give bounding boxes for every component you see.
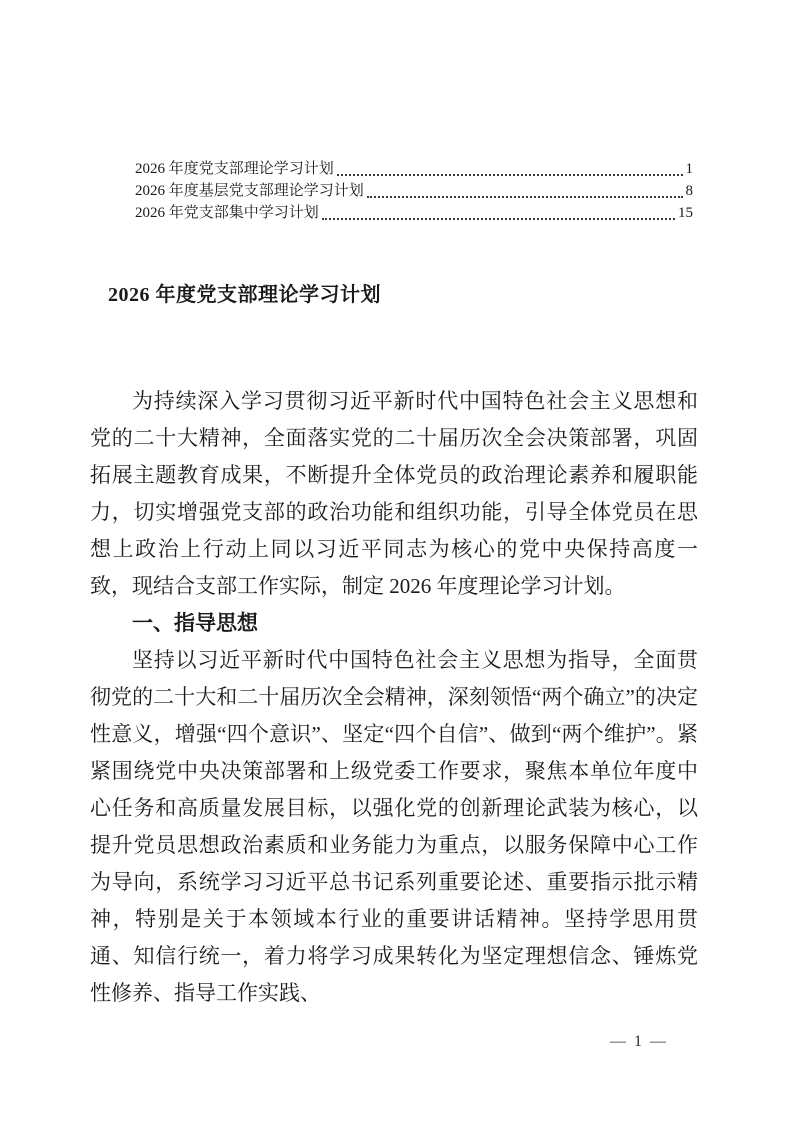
toc-entry-page: 1 [685,161,693,177]
page-number: — 1 — [610,1033,668,1050]
toc-entry[interactable] [135,158,693,180]
table-of-contents [135,158,693,224]
toc-entry[interactable] [135,202,693,224]
section1-paragraph: 坚持以习近平新时代中国特色社会主义思想为指导，全面贯彻党的二十大和二十届历次全会精神，深刻领悟“两个确立”的决定性意义，增强“四个意识”、坚定“四个自信”、做到“两个维护”。紧紧围绕党中央决策部署和上级党委工作要求，聚焦本单位年度中心任务和高质量发展目标，以强化党的创新理论武装为核心，以提升党员思想政治素质和业务能力为重点，以服务保障中心工作为导向，系统学习习近平总书记系列重要论述、重要指示批示精神，特别是关于本领域本行业的重要讲话精神。坚持学思用贯通、知信行统一，着力将学习成果转化为坚定理想信念、锤炼党性修养、指导工作实践、 [90,648,698,1005]
toc-entry-title: 2026 年党支部集中学习计划 [135,205,319,221]
toc-entry-title: 2026 年度基层党支部理论学习计划 [135,183,364,199]
toc-entry-page: 8 [685,183,693,199]
toc-entry-title: 2026 年度党支部理论学习计划 [135,161,334,177]
document-body [90,383,698,1012]
section1-heading: 一、指导思想 [132,612,258,635]
intro-paragraph: 为持续深入学习贯彻习近平新时代中国特色社会主义思想和党的二十大精神，全面落实党的二十届历次全会决策部署，巩固拓展主题教育成果，不断提升全体党员的政治理论素养和履职能力，切实增强党支部的政治功能和组织功能，引导全体党员在思想上政治上行动上同以习近平同志为核心的党中央保持高度一致，现结合支部工作实际，制定 2026 年度理论学习计划。 [90,389,698,598]
toc-dot-leader [322,218,675,220]
toc-entry-page: 15 [678,205,693,221]
document-title: 2026 年度党支部理论学习计划 [108,284,381,306]
toc-dot-leader [337,174,683,176]
toc-entry[interactable] [135,180,693,202]
toc-dot-leader [367,196,683,198]
